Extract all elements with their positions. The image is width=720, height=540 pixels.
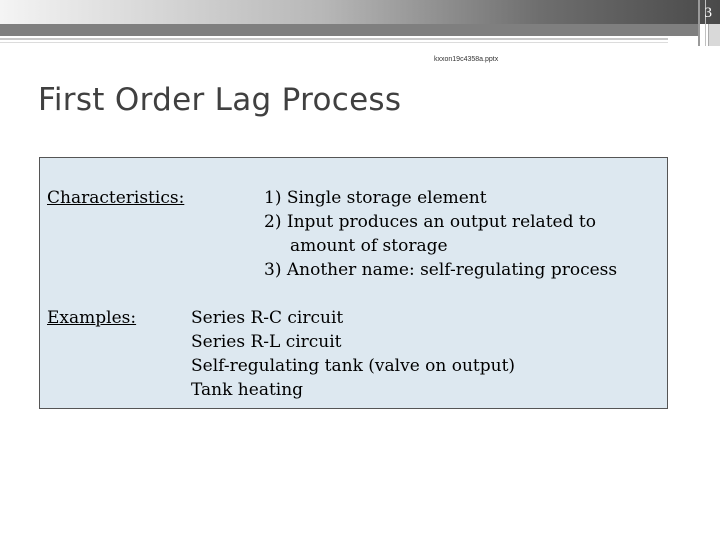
corner-block bbox=[708, 24, 720, 46]
header-rule bbox=[0, 38, 668, 40]
slide-title: First Order Lag Process bbox=[38, 82, 402, 118]
characteristic-item: 1) Single storage element bbox=[264, 188, 487, 208]
example-item: Tank heating bbox=[191, 380, 304, 400]
header-gray-bar bbox=[0, 24, 698, 36]
file-name: kxxon19c4358a.pptx bbox=[434, 56, 499, 63]
characteristics-label: Characteristics: bbox=[47, 188, 185, 208]
header-gradient-band bbox=[0, 0, 720, 24]
example-item: Series R-L circuit bbox=[191, 332, 342, 352]
header-rule-secondary bbox=[0, 42, 668, 43]
characteristic-item: 3) Another name: self-regulating process bbox=[264, 260, 618, 280]
slide-number: 3 bbox=[704, 5, 712, 21]
characteristic-item-continuation: amount of storage bbox=[290, 236, 448, 256]
example-item: Self-regulating tank (valve on output) bbox=[191, 356, 516, 376]
corner-divider bbox=[698, 0, 700, 46]
example-item: Series R-C circuit bbox=[191, 308, 344, 328]
examples-label: Examples: bbox=[47, 308, 137, 328]
content-box bbox=[39, 157, 668, 409]
characteristic-item: 2) Input produces an output related to bbox=[264, 212, 596, 232]
